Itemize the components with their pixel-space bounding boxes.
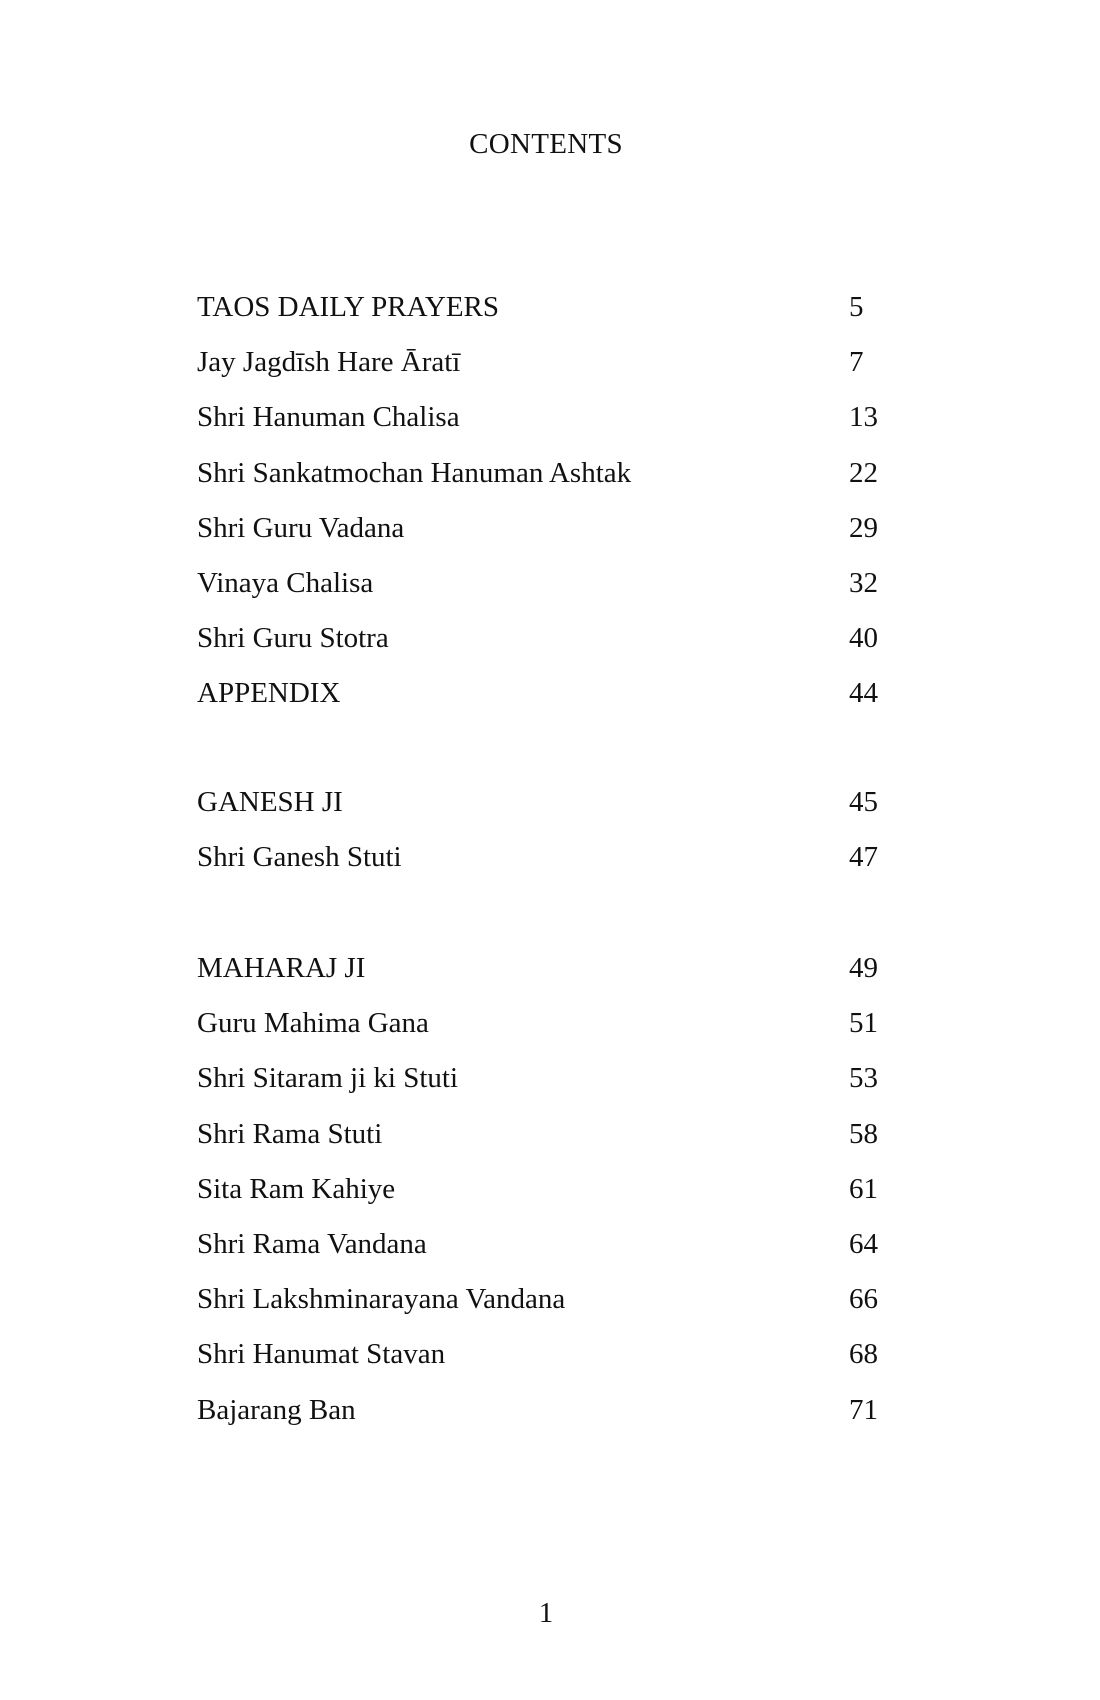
toc-entry-title: MAHARAJ JI xyxy=(197,952,366,984)
toc-entry-page: 7 xyxy=(849,346,864,379)
toc-entry-title: Shri Hanumat Stavan xyxy=(197,1338,446,1371)
toc-entry[interactable] xyxy=(197,397,897,437)
toc-entry[interactable] xyxy=(197,1003,897,1043)
toc-entry-title: Vinaya Chalisa xyxy=(197,567,374,599)
toc-entry-title: Guru Mahima Gana xyxy=(197,1007,429,1040)
toc-entry-page: 44 xyxy=(849,677,878,710)
toc-entry-title: GANESH JI xyxy=(197,786,343,818)
toc-entry-page: 29 xyxy=(849,511,878,544)
toc-entry-title: Shri Rama Vandana xyxy=(197,1228,427,1260)
toc-entry[interactable] xyxy=(197,618,897,658)
toc-entry-page: 49 xyxy=(849,952,878,984)
toc-entry-page: 13 xyxy=(849,401,878,434)
toc-entry-page: 32 xyxy=(849,567,878,599)
toc-entry[interactable] xyxy=(197,1224,897,1264)
toc-entry-title: Shri Hanuman Chalisa xyxy=(197,401,460,434)
toc-entry-title: Shri Guru Vadana xyxy=(197,511,405,544)
toc-entry[interactable] xyxy=(197,837,897,877)
toc-entry-title: Jay Jagdīsh Hare Āratī xyxy=(197,346,461,379)
page-title: CONTENTS xyxy=(469,128,623,160)
toc-entry[interactable] xyxy=(197,1279,897,1319)
toc-entry[interactable] xyxy=(197,287,897,327)
toc-entry-page: 51 xyxy=(849,1007,878,1040)
toc-entry-title: Shri Rama Stuti xyxy=(197,1117,383,1150)
toc-entry-title: Shri Lakshminarayana Vandana xyxy=(197,1283,566,1316)
toc-entry[interactable] xyxy=(197,782,897,822)
toc-entry[interactable] xyxy=(197,1390,897,1430)
toc-entry-title: Sita Ram Kahiye xyxy=(197,1172,396,1205)
toc-entry[interactable] xyxy=(197,1334,897,1374)
toc-entry-page: 40 xyxy=(849,622,878,655)
toc-entry[interactable] xyxy=(197,1114,897,1154)
toc-entry-title: Shri Guru Stotra xyxy=(197,622,389,655)
toc-entry-page: 64 xyxy=(849,1228,878,1260)
toc-entry[interactable] xyxy=(197,342,897,382)
toc-entry[interactable] xyxy=(197,1058,897,1098)
toc-entry-title: TAOS DAILY PRAYERS xyxy=(197,291,500,323)
toc-entry-page: 5 xyxy=(849,291,864,323)
toc-entry-page: 71 xyxy=(849,1393,878,1426)
toc-entry[interactable] xyxy=(197,1169,897,1209)
toc-entry[interactable] xyxy=(197,563,897,603)
toc-entry-page: 53 xyxy=(849,1062,878,1095)
toc-entry[interactable] xyxy=(197,948,897,988)
toc-entry-page: 22 xyxy=(849,456,878,489)
toc-entry-title: Bajarang Ban xyxy=(197,1393,356,1426)
toc-entry-page: 45 xyxy=(849,786,878,818)
toc-entry[interactable] xyxy=(197,673,897,713)
toc-entry-title: APPENDIX xyxy=(197,677,341,710)
toc-entry-page: 66 xyxy=(849,1283,878,1316)
toc-entry-page: 58 xyxy=(849,1117,878,1150)
toc-entry[interactable] xyxy=(197,508,897,548)
toc-entry-title: Shri Ganesh Stuti xyxy=(197,841,402,874)
toc-entry-title: Shri Sankatmochan Hanuman Ashtak xyxy=(197,456,632,489)
toc-entry-page: 68 xyxy=(849,1338,878,1371)
toc-entry[interactable] xyxy=(197,453,897,493)
toc-entry-page: 47 xyxy=(849,841,878,874)
toc-entry-page: 61 xyxy=(849,1172,878,1205)
page-number: 1 xyxy=(538,1597,554,1629)
toc-entry-title: Shri Sitaram ji ki Stuti xyxy=(197,1062,459,1095)
